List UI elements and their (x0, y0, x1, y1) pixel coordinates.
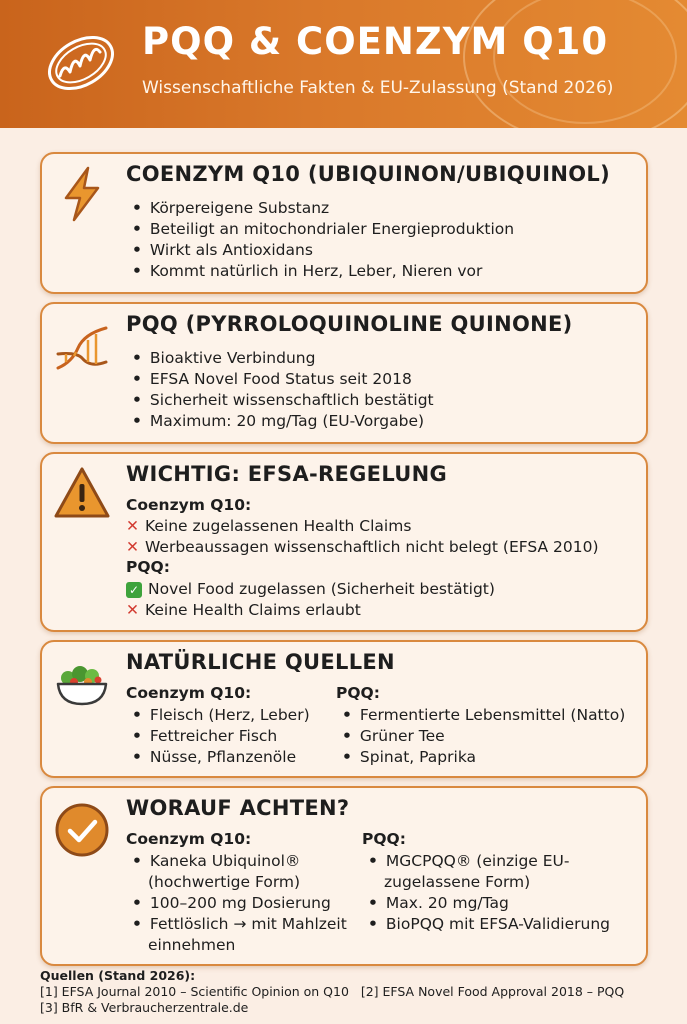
card-efsa-regelung (40, 452, 648, 632)
card-title: COENZYM Q10 (UBIQUINON/UBIQUINOL) (126, 162, 610, 186)
card-title: WICHTIG: EFSA-REGELUNG (126, 462, 448, 486)
cross-icon: ✕ (126, 601, 139, 619)
list-item: • Fettlöslich → mit Mahlzeit (132, 914, 347, 935)
card-title: PQQ (PYRROLOQUINOLINE QUINONE) (126, 312, 573, 336)
list-item: • Grüner Tee (342, 726, 625, 747)
section-label-q10: Coenzym Q10: (126, 496, 252, 514)
sources-footer (40, 968, 624, 1016)
list-item: • Nüsse, Pflanzenöle (132, 747, 310, 768)
list-item: • 100–200 mg Dosierung (132, 893, 347, 914)
source-list-q10 (132, 705, 310, 768)
salad-bowl-icon (52, 652, 112, 712)
list-item: ✓ Novel Food zugelassen (Sicherheit bestätigt) (126, 579, 495, 600)
card-worauf-achten (40, 786, 648, 966)
tip-list-q10 (132, 851, 347, 956)
list-item: • Spinat, Paprika (342, 747, 625, 768)
check-icon: ✓ (126, 582, 142, 598)
list-item-continuation: (hochwertige Form) (148, 873, 301, 891)
warning-icon (52, 464, 112, 524)
list-item-continuation: zugelassene Form) (384, 873, 531, 891)
list-item: • Wirkt als Antioxidans (132, 240, 514, 261)
card-natuerliche-quellen (40, 640, 648, 778)
list-item: • Fermentierte Lebensmittel (Natto) (342, 705, 625, 726)
card-title: WORAUF ACHTEN? (126, 796, 350, 820)
source-line: [1] EFSA Journal 2010 – Scientific Opinion on Q10 [2] EFSA Novel Food Approval 2018 – PQQ (40, 984, 625, 999)
list-item: • Fleisch (Herz, Leber) (132, 705, 310, 726)
list-item: • EFSA Novel Food Status seit 2018 (132, 369, 434, 390)
section-label-pqq: PQQ: (362, 830, 406, 848)
sources-title: Quellen (Stand 2026): (40, 968, 196, 983)
card-pqq (40, 302, 648, 444)
list-item: • Bioaktive Verbindung (132, 348, 434, 369)
section-label-pqq: PQQ: (126, 558, 170, 576)
page-subtitle: Wissenschaftliche Fakten & EU-Zulassung (Stand 2026) (142, 78, 614, 98)
list-item: • Kaneka Ubiquinol® (132, 851, 347, 872)
tip-list-pqq (368, 851, 610, 935)
fact-list (132, 348, 434, 432)
fact-list (132, 198, 514, 282)
lightning-icon (52, 164, 112, 224)
list-item: ✕ Keine zugelassenen Health Claims (126, 517, 412, 535)
source-line: [3] BfR & Verbraucherzentrale.de (40, 1000, 249, 1015)
list-item: • Sicherheit wissenschaftlich bestätigt (132, 390, 434, 411)
source-list-pqq (342, 705, 625, 768)
list-item: • Fettreicher Fisch (132, 726, 310, 747)
list-item-continuation: einnehmen (148, 936, 236, 954)
list-item: • Körpereigene Substanz (132, 198, 514, 219)
section-label-pqq: PQQ: (336, 684, 380, 702)
page-title: PQQ & COENZYM Q10 (142, 20, 609, 63)
list-item: • Kommt natürlich in Herz, Leber, Nieren vor (132, 261, 514, 282)
header-banner (0, 0, 687, 128)
mitochondrion-icon (40, 22, 122, 104)
card-title: NATÜRLICHE QUELLEN (126, 650, 395, 674)
list-item: • Beteiligt an mitochondrialer Energieproduktion (132, 219, 514, 240)
section-label-q10: Coenzym Q10: (126, 830, 252, 848)
list-item: • MGCPQQ® (einzige EU- (368, 851, 610, 872)
list-item: • Max. 20 mg/Tag (368, 893, 610, 914)
section-label-q10: Coenzym Q10: (126, 684, 252, 702)
cross-icon: ✕ (126, 517, 139, 535)
list-item: • Maximum: 20 mg/Tag (EU-Vorgabe) (132, 411, 434, 432)
list-item: • BioPQQ mit EFSA-Validierung (368, 914, 610, 935)
dna-icon (52, 318, 112, 378)
card-coenzym-q10 (40, 152, 648, 294)
list-item: ✕ Keine Health Claims erlaubt (126, 601, 361, 619)
list-item: ✕ Werbeaussagen wissenschaftlich nicht belegt (EFSA 2010) (126, 538, 599, 556)
cross-icon: ✕ (126, 538, 139, 556)
checkmark-circle-icon (52, 800, 112, 860)
